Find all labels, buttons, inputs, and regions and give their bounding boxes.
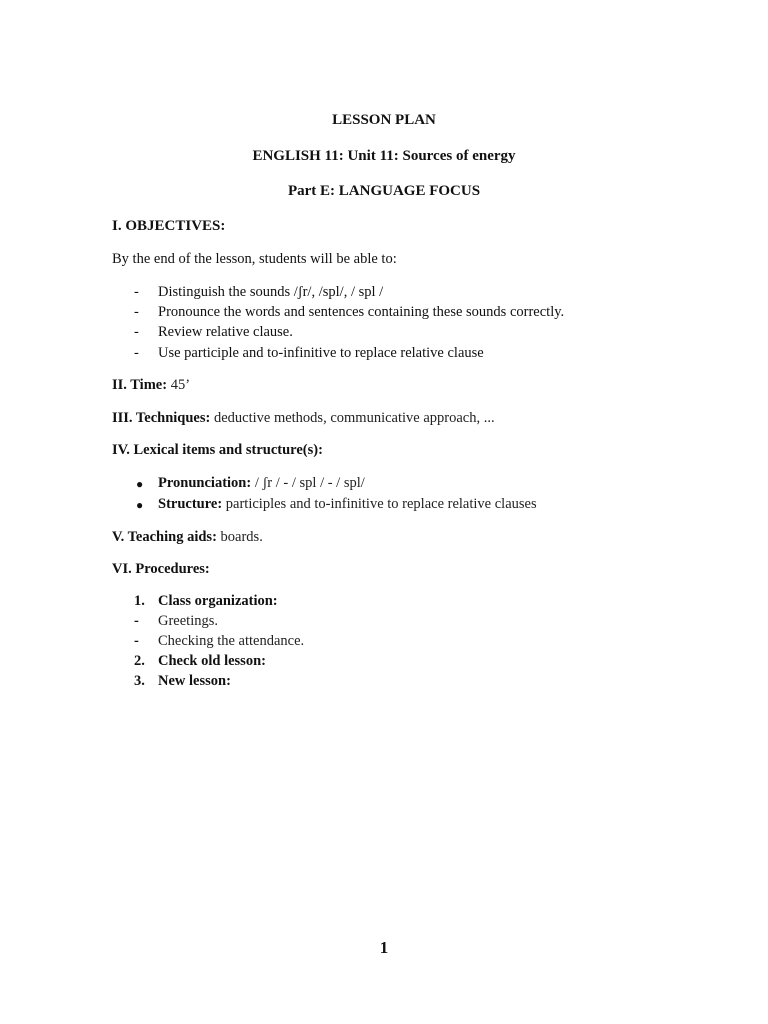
sub-marker: - [134,613,139,629]
techniques-line [112,410,495,427]
objective-item: Use participle and to-infinitive to replace relative clause [158,345,484,361]
bullet-marker: ● [136,498,144,512]
list-marker: - [134,345,139,361]
lesson-title: LESSON PLAN [332,112,436,128]
unit-subtitle: ENGLISH 11: Unit 11: Sources of energy [252,148,516,164]
step-number: 1. [134,593,145,609]
sub-item-greetings: Greetings. [158,613,218,629]
step-check-old-lesson: Check old lesson: [158,653,266,669]
time-line [112,377,190,394]
bullet-marker: ● [136,477,144,491]
time-value: 45’ [170,377,191,393]
teaching-aids-line [112,529,263,546]
techniques-label: III. Techniques: [112,410,211,426]
objective-item: Pronounce the words and sentences containing these sounds correctly. [158,304,565,320]
page-number: 1 [379,938,389,957]
list-marker: - [134,284,139,300]
step-class-organization: Class organization: [158,593,278,609]
pronunciation-label: Pronunciation: [158,475,252,491]
objective-item: Distinguish the sounds /ʃr/, /spl/, / spl / [158,284,384,300]
sub-marker: - [134,633,139,649]
teaching-aids-value: boards. [220,529,263,545]
structure-value: participles and to-infinitive to replace relative clauses [225,496,537,512]
techniques-value: deductive methods, communicative approach, ... [213,410,495,426]
part-heading: Part E: LANGUAGE FOCUS [287,183,481,199]
structure-label: Structure: [158,496,223,512]
procedures-heading: VI. Procedures: [112,561,210,577]
list-marker: - [134,324,139,340]
objectives-intro: By the end of the lesson, students will be able to: [112,251,397,267]
teaching-aids-label: V. Teaching aids: [112,529,217,545]
objectives-heading: I. OBJECTIVES: [112,218,226,234]
step-number: 2. [134,653,145,669]
pronunciation-value: / ʃr / - / spl / - / spl/ [254,475,365,491]
step-number: 3. [134,673,145,689]
list-marker: - [134,304,139,320]
lexical-item [158,475,365,492]
lexical-item [158,496,537,513]
objective-item: Review relative clause. [158,324,293,340]
lexical-heading: IV. Lexical items and structure(s): [112,442,323,458]
sub-item-attendance: Checking the attendance. [158,633,305,649]
step-new-lesson: New lesson: [158,673,231,689]
time-label: II. Time: [112,377,168,393]
